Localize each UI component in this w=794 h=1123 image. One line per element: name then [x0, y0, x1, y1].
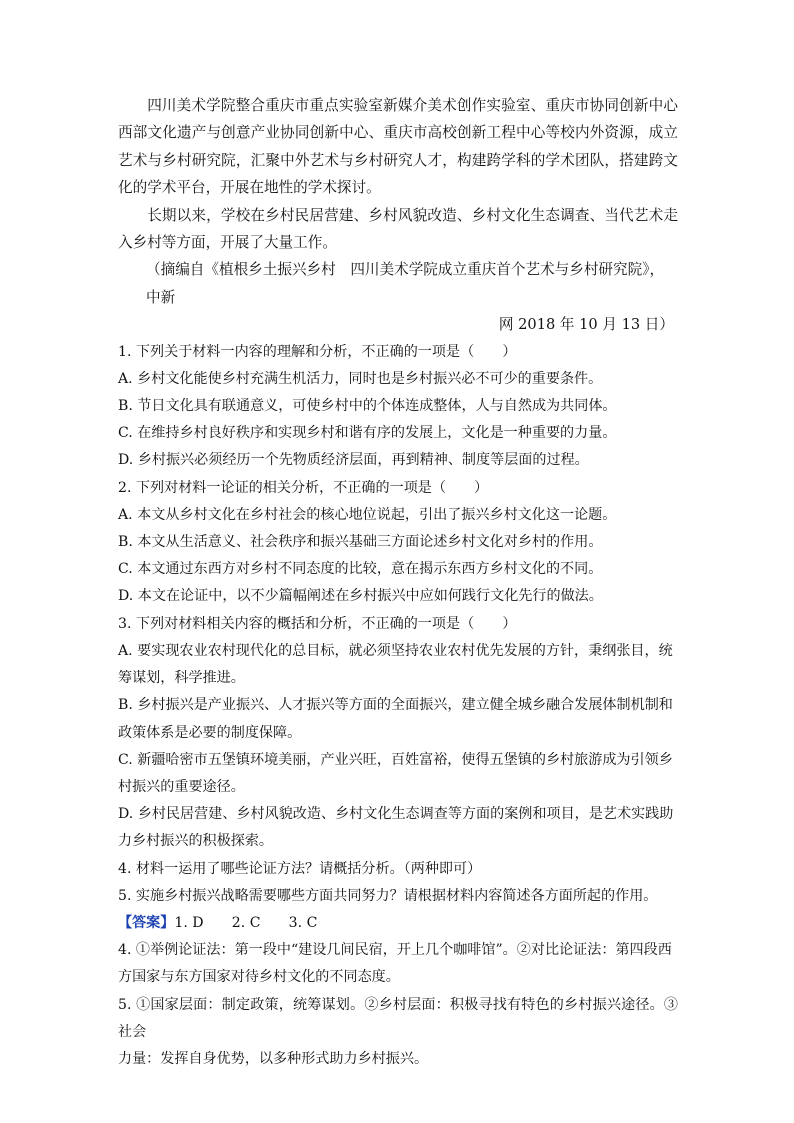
answer-4-line-2: 方国家与东方国家对待乡村文化的不同态度。 — [118, 969, 400, 986]
source-citation-line-2: 网 2018 年 10 月 13 日） — [498, 316, 674, 334]
question-2 — [118, 475, 678, 611]
question-5: 5. 实施乡村振兴战略需要哪些方面共同努力？请根据材料内容简述各方面所起的作用。 — [118, 887, 658, 904]
question-3-title: 3. 下列对材料相关内容的概括和分析，不正确的一项是（ ） — [118, 615, 517, 632]
question-3-option-a-line-2: 筹谋划，科学推进。 — [118, 670, 245, 687]
answer-choices: 1. D 2. C 3. C — [174, 914, 318, 931]
question-1-option-a: A. 乡村文化能使乡村充满生机活力，同时也是乡村振兴必不可少的重要条件。 — [118, 370, 603, 387]
question-3-option-a-line-1: A. 要实现农业农村现代化的总目标，就必须坚持农业农村优先发展的方针，秉纲张目，统 — [118, 642, 673, 659]
question-1-option-c: C. 在维持乡村良好秩序和实现乡村和谐有序的发展上，文化是一种重要的力量。 — [118, 425, 617, 442]
question-2-option-c: C. 本文通过东西方对乡村不同态度的比较，意在揭示东西方乡村文化的不同。 — [118, 561, 603, 578]
question-2-option-a: A. 本文从乡村文化在乡村社会的核心地位说起，引出了振兴乡村文化这一论题。 — [118, 506, 617, 523]
answer-5-line-2: 力量：发挥自身优势，以多种形式助力乡村振兴。 — [118, 1050, 429, 1067]
answer-5-line-1: 5. ①国家层面：制定政策，统筹谋划。②乡村层面：积极寻找有特色的乡村振兴途径。③社会 — [118, 996, 678, 1040]
question-3-option-c-line-2: 村振兴的重要途径。 — [118, 778, 245, 795]
question-2-title: 2. 下列对材料一论证的相关分析，不正确的一项是（ ） — [118, 479, 489, 496]
passage-paragraph-1: 四川美术学院整合重庆市重点实验室新媒介美术创作实验室、重庆市协同创新中心西部文化遗产与创意产业协同创新中心、重庆市高校创新工程中心等校内外资源，成立艺术与乡村研究院，汇聚中外艺术与乡村研究人才，构建跨学科的学术团队，搭建跨文化的学术平台，开展在地性的学术探讨。 — [118, 97, 678, 197]
question-3 — [118, 611, 678, 856]
document-page — [118, 92, 678, 1073]
question-1-option-b: B. 节日文化具有联通意义，可使乡村中的个体连成整体，人与自然成为共同体。 — [118, 398, 617, 415]
source-citation-line-1: （摘编自《植根乡土振兴乡村 四川美术学院成立重庆首个艺术与乡村研究院》，中新 — [146, 261, 665, 306]
passage-paragraph-2: 长期以来，学校在乡村民居营建、乡村风貌改造、乡村文化生态调查、当代艺术走入乡村等方面，开展了大量工作。 — [118, 206, 678, 252]
question-3-option-b-line-2: 政策体系是必要的制度保障。 — [118, 724, 302, 741]
answer-label: 【答案】 — [118, 914, 175, 931]
answer-4-line-1: 4. ①举例论证法：第一段中“建设几间民宿，开上几个咖啡馆”。②对比论证法：第四段西 — [118, 942, 672, 959]
question-2-option-b: B. 本文从生活意义、社会秩序和振兴基础三方面论述乡村文化对乡村的作用。 — [118, 534, 603, 551]
answer-section — [118, 910, 678, 1073]
question-3-option-d-line-2: 力乡村振兴的积极探索。 — [118, 833, 274, 850]
question-2-option-d: D. 本文在论证中，以不少篇幅阐述在乡村振兴中应如何践行文化先行的做法。 — [118, 588, 603, 605]
question-4: 4. 材料一运用了哪些论证方法？请概括分析。（两种即可） — [118, 860, 482, 877]
source-citation — [118, 256, 678, 338]
question-3-option-b-line-1: B. 乡村振兴是产业振兴、人才振兴等方面的全面振兴，建立健全城乡融合发展体制机制和 — [118, 697, 673, 714]
question-1-option-d: D. 乡村振兴必须经历一个先物质经济层面，再到精神、制度等层面的过程。 — [118, 452, 589, 469]
answer-choices-line — [118, 910, 678, 937]
question-3-option-d-line-1: D. 乡村民居营建、乡村风貌改造、乡村文化生态调查等方面的案例和项目，是艺术实践助 — [118, 806, 674, 823]
question-1-title: 1. 下列关于材料一内容的理解和分析，不正确的一项是（ ） — [118, 343, 517, 360]
question-3-option-c-line-1: C. 新疆哈密市五堡镇环境美丽，产业兴旺，百姓富裕，使得五堡镇的乡村旅游成为引领乡 — [118, 751, 673, 768]
question-1 — [118, 339, 678, 475]
